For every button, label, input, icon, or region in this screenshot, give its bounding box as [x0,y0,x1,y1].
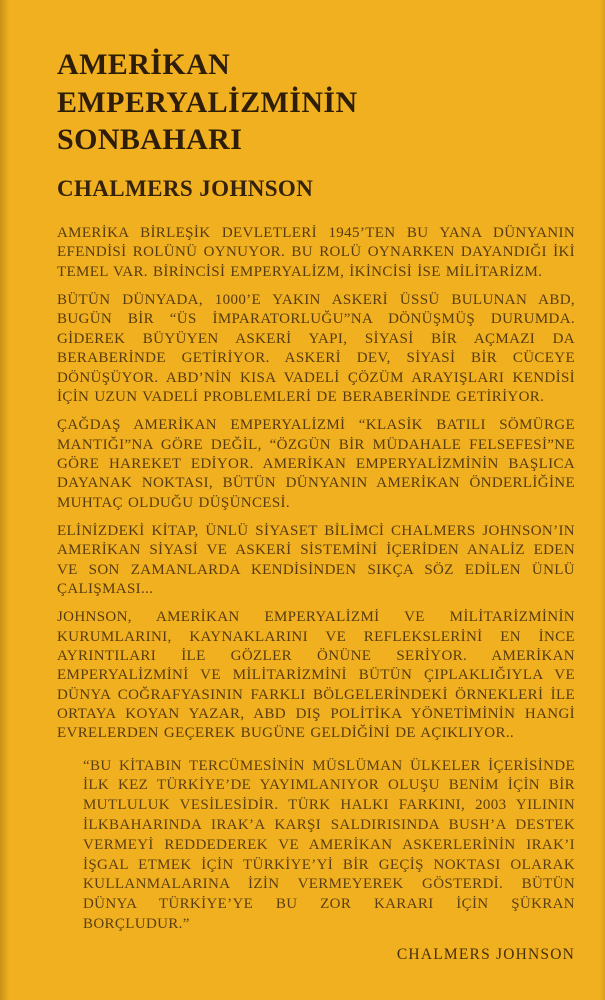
blurb-paragraph-4: ELİNİZDEKİ KİTAP, ÜNLÜ SİYASET BİLİMCİ CHALMERS JOHNSON’IN AMERİKAN SİYASİ VE ASKERİ SİSTEMİNİ İÇERİDEN ANALİZ EDEN VE SON ZAMANLARDA KENDİSİNDEN SIKÇA SÖZ EDİLEN ÜNLÜ ÇALIŞMASI... [57,522,575,597]
blurb-paragraph-3: ÇAĞDAŞ AMERİKAN EMPERYALİZMİ “KLASİK BATILI SÖMÜRGE MANTIĞI”NA GÖRE DEĞİL, “ÖZGÜN BİR MÜDAHALE FELSEFESİ”NE GÖRE HAREKET EDİYOR. AMERİKAN EMPERYALİZMİNİN BAŞLICA DAYANAK NOKTASI, BÜTÜN DÜNYANIN AMERİKAN ÖNDERLİĞİNE MUHTAÇ OLDUĞU DÜŞÜNCESİ. [57,417,575,511]
back-cover-blurb [57,224,575,744]
author-quote-block [83,757,575,964]
book-title: AMERİKAN EMPERYALİZMİNİN SONBAHARI [57,48,358,156]
book-author: CHALMERS JOHNSON [57,175,314,201]
quote-attribution: CHALMERS JOHNSON [396,945,575,963]
blurb-paragraph-1: AMERİKA BİRLEŞİK DEVLETLERİ 1945’TEN BU YANA DÜNYANIN EFENDİSİ ROLÜNÜ OYNUYOR. BU ROLÜ OYNARKEN DAYANDIĞI İKİ TEMEL VAR. BİRİNCİSİ EMPERYALİZM, İKİNCİSİ İSE MİLİTARİZM. [57,225,575,280]
blurb-paragraph-5: JOHNSON, AMERİKAN EMPERYALİZMİ VE MİLİTARİZMİNİN KURUMLARINI, KAYNAKLARINI VE REFLEKSLERİNİ EN İNCE AYRINTILARI İLE GÖZLER ÖNÜNE SERİYOR. AMERİKAN EMPERYALİZMİNİ VE MİLİTARİZMİNİ BÜTÜN ÇIPLAKLIĞIYLA VE DÜNYA COĞRAFYASININ FARKLI BÖLGELERİNDEKİ ÖRNEKLERİ İLE ORTAYA KOYAN YAZAR, ABD DIŞ POLİTİKA YÖNETİMİNİN HANGİ EVRELERDEN GEÇEREK BUGÜNE GELDİĞİNİ DE AÇIKLIYOR.. [57,609,575,742]
blurb-paragraph-2: BÜTÜN DÜNYADA, 1000’E YAKIN ASKERİ ÜSSÜ BULUNAN ABD, BUGÜN BİR “ÜS İMPARATORLUĞU”NA DÖNÜŞMÜŞ DURUMDA. GİDEREK BÜYÜYEN ASKERİ YAPI, SİYASİ BİR AÇMAZI DA BERABERİNDE GETİRİYOR. ASKERİ DEV, SİYASİ BİR CÜCEYE DÖNÜŞÜYOR. ABD’NİN KISA VADELİ ÇÖZÜM ARAYIŞLARI KENDİSİ İÇİN UZUN VADELİ PROBLEMLERİ DE BERABERİNDE GETİRİYOR. [57,292,575,405]
author-quote-text: “BU KİTABIN TERCÜMESİNİN MÜSLÜMAN ÜLKELER İÇERİSİNDE İLK KEZ TÜRKİYE’DE YAYIMLANIYOR OLUŞU BENİM İÇİN BİR MUTLULUK VESİLESİDİR. TÜRK HALKI FARKINI, 2003 YILININ İLKBAHARINDA IRAK’A KARŞI SALDIRISINDA BUSH’A DESTEK VERMEYİ REDDEDEREK VE AMERİKAN ASKERLERİNİN IRAK’I İŞGAL ETMEK İÇİN TÜRKİYE’Yİ BİR GEÇİŞ NOKTASI OLARAK KULLANMALARINA İZİN VERMEYEREK GÖSTERDİ. BÜTÜN DÜNYA TÜRKİYE’YE BU ZOR KARARI İÇİN ŞÜKRAN BORÇLUDUR.” [83,757,575,933]
